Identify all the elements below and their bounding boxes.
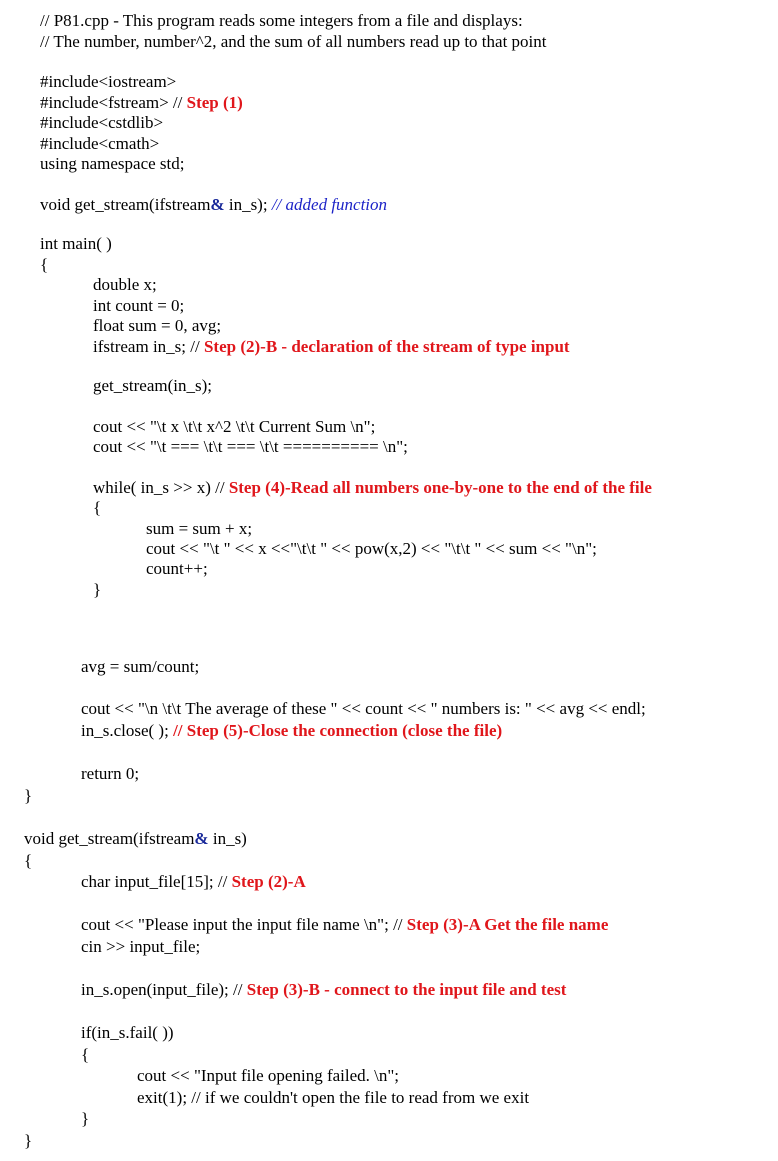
code-line xyxy=(93,337,570,357)
code-line xyxy=(40,32,547,52)
code-text: double x; xyxy=(93,275,157,294)
step-comment: Step (3)-A Get the file name xyxy=(406,915,609,934)
code-line xyxy=(81,699,646,719)
code-line xyxy=(146,519,252,539)
code-text: { xyxy=(81,1045,90,1064)
code-line xyxy=(81,872,306,892)
code-line xyxy=(93,498,101,518)
code-line xyxy=(93,437,408,457)
code-text: exit(1); // if we couldn't open the file to read from we exit xyxy=(137,1088,530,1107)
reference-ampersand: & xyxy=(194,829,209,848)
code-line xyxy=(93,580,101,600)
code-line xyxy=(81,980,566,1000)
code-text: get_stream(in_s); xyxy=(93,376,212,395)
code-text: } xyxy=(24,1131,33,1150)
code-text: cout << "Please input the input file name \n"; // xyxy=(81,915,407,934)
code-line xyxy=(40,234,112,254)
code-text: #include<fstream> // xyxy=(40,93,187,112)
code-line xyxy=(40,195,387,215)
code-line xyxy=(93,376,212,396)
code-text: in_s) xyxy=(208,829,247,848)
code-line xyxy=(137,1066,399,1086)
code-line xyxy=(93,275,157,295)
code-text: while( in_s >> x) // xyxy=(93,478,229,497)
code-text: } xyxy=(24,786,33,805)
code-line xyxy=(24,1131,32,1151)
code-line xyxy=(146,559,208,579)
code-text: int count = 0; xyxy=(93,296,185,315)
code-line xyxy=(93,417,375,437)
code-line xyxy=(81,937,200,957)
code-line xyxy=(93,296,184,316)
code-text: { xyxy=(24,851,33,870)
code-line xyxy=(81,915,608,935)
code-text: cout << "\t === \t\t === \t\t ========== \n"; xyxy=(93,437,408,456)
code-text: cout << "Input file opening failed. \n"; xyxy=(137,1066,400,1085)
code-text: in_s); xyxy=(224,195,272,214)
code-line xyxy=(81,657,199,677)
code-text: using namespace std; xyxy=(40,154,185,173)
code-line xyxy=(40,72,176,92)
code-line xyxy=(81,1023,174,1043)
code-text: return 0; xyxy=(81,764,140,783)
code-text: cout << "\n \t\t The average of these " << count << " numbers is: " << avg << endl; xyxy=(81,699,646,718)
code-line xyxy=(40,11,523,31)
code-text: count++; xyxy=(146,559,208,578)
code-text: char input_file[15]; // xyxy=(81,872,232,891)
code-line xyxy=(81,1109,89,1129)
step-comment: Step (3)-B - connect to the input file and test xyxy=(246,980,567,999)
code-text: cout << "\t " << x <<"\t\t " << pow(x,2) << "\t\t " << sum << "\n"; xyxy=(146,539,597,558)
code-text: #include<iostream> xyxy=(40,72,177,91)
step-comment: Step (2)-B - declaration of the stream of type input xyxy=(203,337,570,356)
code-line xyxy=(24,829,247,849)
code-line xyxy=(81,1045,89,1065)
step-comment: Step (4)-Read all numbers one-by-one to the end of the file xyxy=(228,478,652,497)
code-text: cin >> input_file; xyxy=(81,937,201,956)
code-line xyxy=(93,316,221,336)
code-text: { xyxy=(40,255,49,274)
code-line xyxy=(40,255,48,275)
code-text: // P81.cpp - This program reads some integers from a file and displays: xyxy=(40,11,523,30)
code-text: int main( ) xyxy=(40,234,112,253)
code-line xyxy=(40,154,184,174)
code-text: in_s.open(input_file); // xyxy=(81,980,247,999)
code-line xyxy=(81,764,139,784)
step-comment: Step (2)-A xyxy=(231,872,306,891)
code-line xyxy=(40,113,163,133)
code-text: void get_stream(ifstream xyxy=(24,829,195,848)
code-line xyxy=(40,134,159,154)
code-line xyxy=(93,478,652,498)
code-text: // The number, number^2, and the sum of all numbers read up to that point xyxy=(40,32,547,51)
code-text: avg = sum/count; xyxy=(81,657,200,676)
code-line xyxy=(40,93,243,113)
code-line xyxy=(24,851,32,871)
code-text: ifstream in_s; // xyxy=(93,337,204,356)
code-line xyxy=(137,1088,529,1108)
code-text: if(in_s.fail( )) xyxy=(81,1023,174,1042)
code-line xyxy=(24,786,32,806)
step-comment: // Step (5)-Close the connection (close the file) xyxy=(173,721,503,740)
code-line xyxy=(81,721,502,741)
code-text: sum = sum + x; xyxy=(146,519,253,538)
code-text: void get_stream(ifstream xyxy=(40,195,211,214)
step-comment: Step (1) xyxy=(186,93,243,112)
code-text: in_s.close( ); xyxy=(81,721,174,740)
added-function-comment: // added function xyxy=(271,195,388,214)
code-text: } xyxy=(93,580,102,599)
code-text: float sum = 0, avg; xyxy=(93,316,222,335)
code-text: { xyxy=(93,498,102,517)
code-text: } xyxy=(81,1109,90,1128)
reference-ampersand: & xyxy=(210,195,225,214)
code-text: #include<cstdlib> xyxy=(40,113,164,132)
code-text: #include<cmath> xyxy=(40,134,160,153)
code-line xyxy=(146,539,597,559)
code-text: cout << "\t x \t\t x^2 \t\t Current Sum \n"; xyxy=(93,417,376,436)
